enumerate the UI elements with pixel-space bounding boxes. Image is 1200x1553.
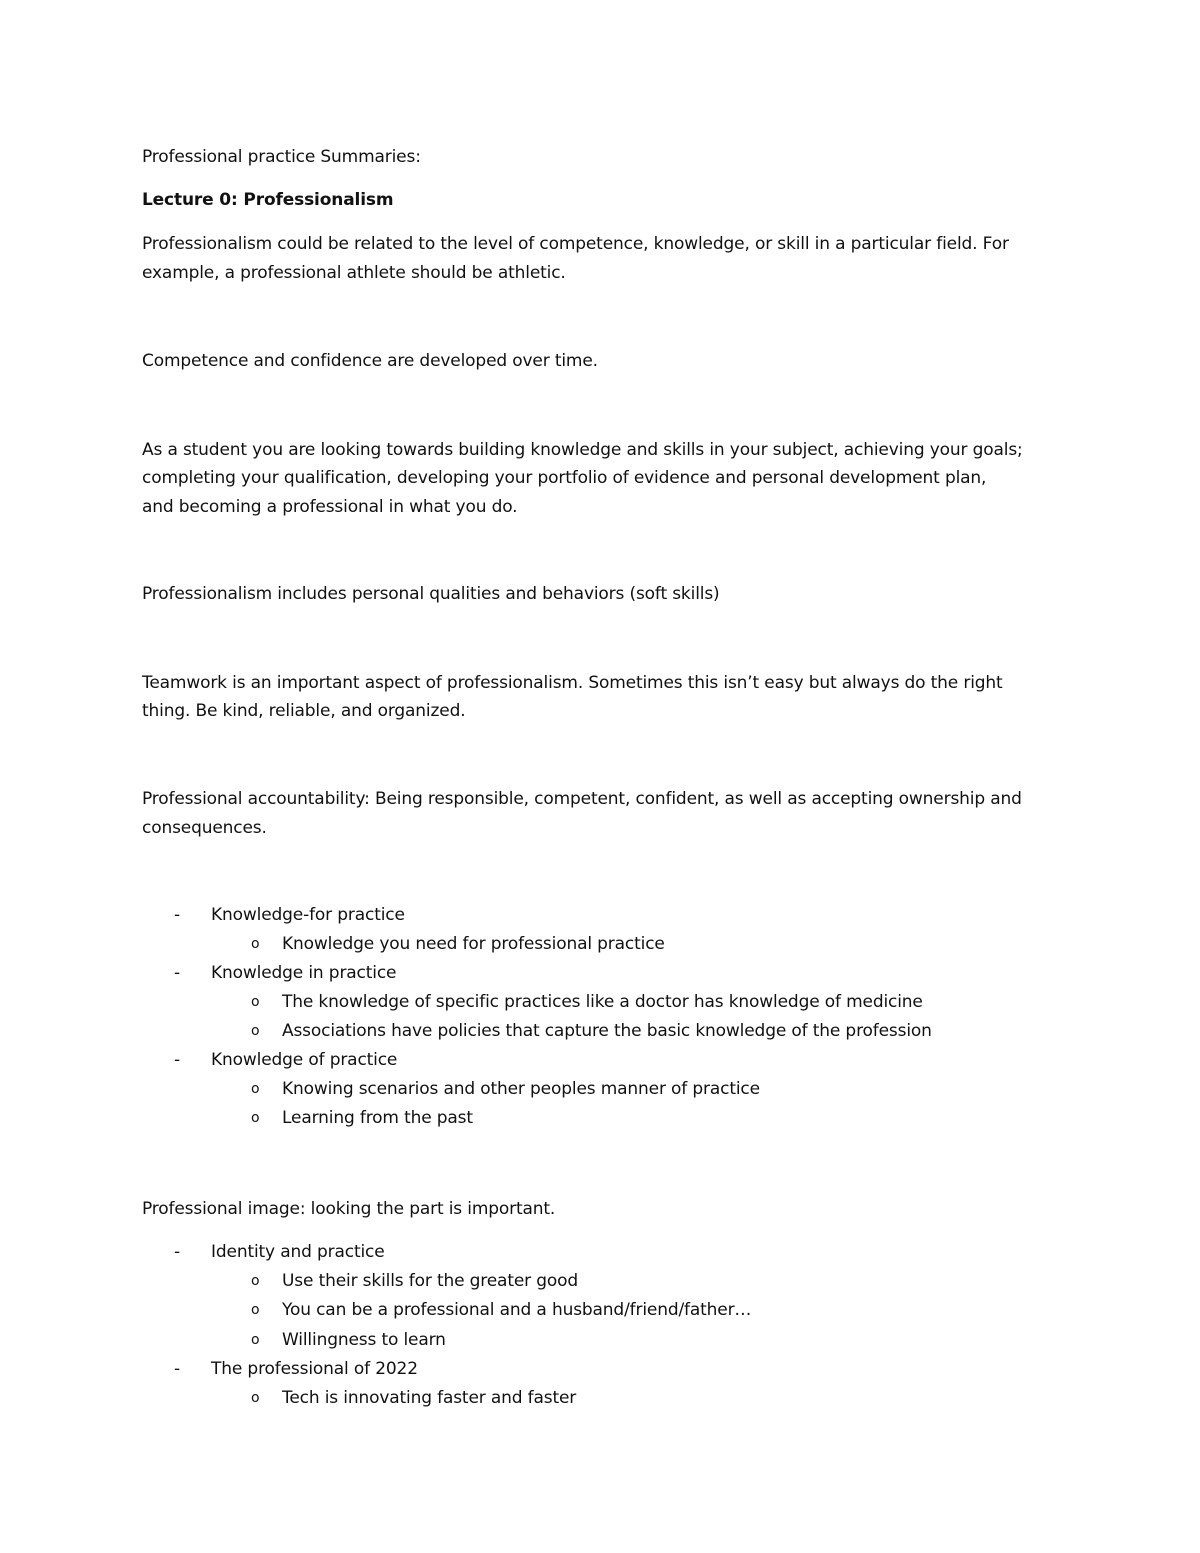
paragraph-professional-image: Professional image: looking the part is important. <box>142 1199 556 1219</box>
sub-list-item: Knowing scenarios and other peoples manner of practice <box>282 1079 760 1099</box>
sub-list-item: Learning from the past <box>282 1108 473 1128</box>
paragraph-accountability-line-1: Professional accountability: Being responsible, competent, confident, as well as accepting ownership and <box>142 789 1022 809</box>
list-dash-marker: - <box>174 1050 181 1070</box>
sub-bullet-marker: o <box>251 1023 260 1039</box>
sub-bullet-marker: o <box>251 994 260 1010</box>
sub-bullet-marker: o <box>251 1302 260 1318</box>
list-dash-marker: - <box>174 963 181 983</box>
sub-list-item: The knowledge of specific practices like a doctor has knowledge of medicine <box>282 992 923 1012</box>
paragraph-student-line-2: completing your qualification, developing your portfolio of evidence and personal development plan, <box>142 468 987 488</box>
document-title: Professional practice Summaries: <box>142 147 421 167</box>
sub-bullet-marker: o <box>251 1332 260 1348</box>
paragraph-student-line-3: and becoming a professional in what you do. <box>142 497 518 517</box>
sub-list-item: Associations have policies that capture the basic knowledge of the profession <box>282 1021 932 1041</box>
sub-bullet-marker: o <box>251 936 260 952</box>
paragraph-teamwork-line-1: Teamwork is an important aspect of professionalism. Sometimes this isn’t easy but always do the right <box>142 673 1003 693</box>
list-dash-marker: - <box>174 905 181 925</box>
sub-list-item: You can be a professional and a husband/friend/father… <box>282 1300 752 1320</box>
paragraph-soft-skills: Professionalism includes personal qualities and behaviors (soft skills) <box>142 584 720 604</box>
sub-bullet-marker: o <box>251 1273 260 1289</box>
sub-list-item: Knowledge you need for professional practice <box>282 934 665 954</box>
sub-list-item: Willingness to learn <box>282 1330 446 1350</box>
list-dash-marker: - <box>174 1242 181 1262</box>
sub-bullet-marker: o <box>251 1081 260 1097</box>
sub-list-item: Tech is innovating faster and faster <box>282 1388 577 1408</box>
sub-bullet-marker: o <box>251 1110 260 1126</box>
list-item: Knowledge in practice <box>211 963 397 983</box>
list-item: Knowledge-for practice <box>211 905 405 925</box>
paragraph-accountability-line-2: consequences. <box>142 818 267 838</box>
list-item: Identity and practice <box>211 1242 385 1262</box>
paragraph-professionalism-line-2: example, a professional athlete should be athletic. <box>142 263 566 283</box>
sub-list-item: Use their skills for the greater good <box>282 1271 579 1291</box>
paragraph-professionalism-line-1: Professionalism could be related to the level of competence, knowledge, or skill in a particular field. For <box>142 234 1009 254</box>
paragraph-competence: Competence and confidence are developed over time. <box>142 351 598 371</box>
sub-bullet-marker: o <box>251 1390 260 1406</box>
paragraph-teamwork-line-2: thing. Be kind, reliable, and organized. <box>142 701 466 721</box>
list-item: The professional of 2022 <box>211 1359 418 1379</box>
list-dash-marker: - <box>174 1359 181 1379</box>
paragraph-student-line-1: As a student you are looking towards building knowledge and skills in your subject, achieving your goals; <box>142 440 1023 460</box>
lecture-heading: Lecture 0: Professionalism <box>142 190 394 210</box>
list-item: Knowledge of practice <box>211 1050 398 1070</box>
